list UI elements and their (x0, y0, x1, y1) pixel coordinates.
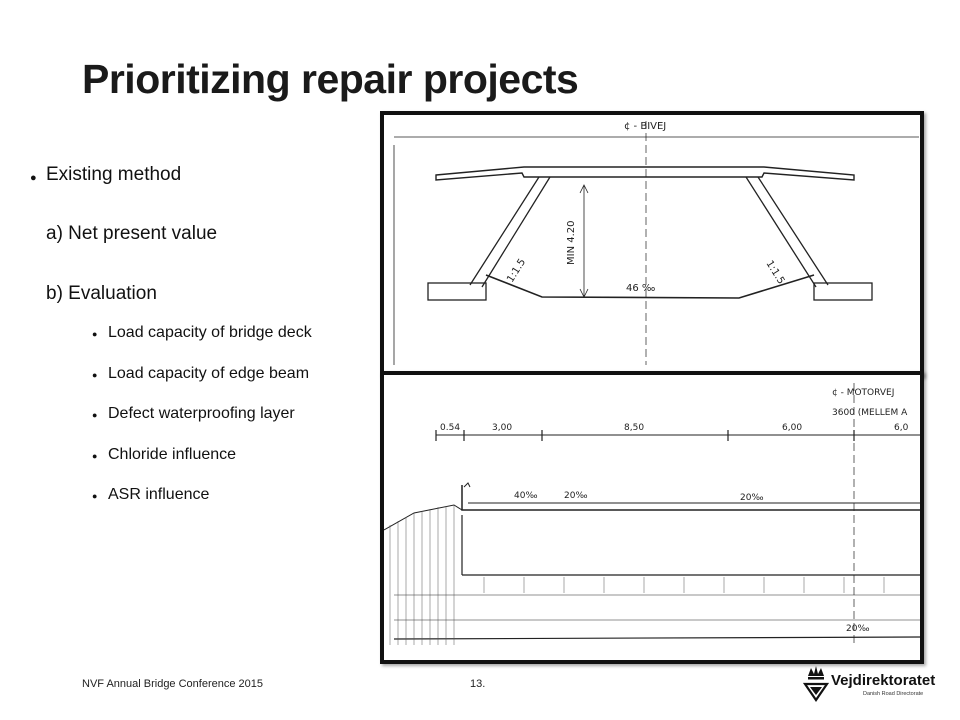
dim-label: 8,50 (624, 423, 645, 433)
eval-item-bridge-deck: Load capacity of bridge deck (108, 324, 312, 341)
bullet-dot: ● (92, 410, 98, 420)
centerline-label: ¢ - MOTORVEJ (832, 388, 895, 398)
grade-label: 20‰ (564, 491, 588, 501)
lane-note: 3600 (MELLEM A (832, 408, 908, 418)
bullet-existing-method: Existing method (46, 164, 182, 185)
slope-right-label: 1:1.5 (763, 258, 787, 287)
bridge-cross-section-drawing (380, 111, 924, 377)
motorway-section-svg (384, 375, 920, 660)
grade-label: 20‰ (740, 493, 764, 503)
footer-conference: NVF Annual Bridge Conference 2015 (82, 678, 264, 690)
eval-item-waterproofing: Defect waterproofing layer (108, 405, 295, 422)
dim-label: 3,00 (492, 423, 513, 433)
grade-label: 46 ‰ (626, 283, 656, 294)
vejdirektoratet-logo (803, 664, 943, 704)
eval-item-chloride: Chloride influence (108, 446, 237, 463)
grade-label: 20‰ (846, 624, 870, 634)
crown-icon (803, 664, 829, 704)
dim-label: 6,0 (894, 423, 909, 433)
logo-wordmark: Vejdirektoratet (831, 672, 936, 689)
centerline-label: ¢ - BIVEJ (624, 121, 667, 132)
sub-item-net-present-value: a) Net present value (46, 223, 218, 244)
motorway-cross-section-drawing (380, 371, 924, 664)
eval-item-asr: ASR influence (108, 486, 210, 503)
slide-title: Prioritizing repair projects (82, 56, 579, 102)
eval-item-edge-beam: Load capacity of edge beam (108, 365, 310, 382)
bullet-dot: ● (92, 370, 98, 380)
bullet-dot: ● (92, 491, 98, 501)
dim-label: 6,00 (782, 423, 803, 433)
slope-left-label: 1:1.5 (505, 257, 529, 285)
footer-page-number: 13. (470, 678, 486, 690)
grade-label: 40‰ (514, 491, 538, 501)
sub-item-evaluation: b) Evaluation (46, 283, 157, 304)
dim-label: 0.54 (440, 423, 461, 433)
bullet-dot: ● (92, 329, 98, 339)
bullet-dot: ● (92, 451, 98, 461)
bridge-section-svg (384, 115, 920, 373)
height-label: MIN 4.20 (566, 220, 577, 265)
bullet-dot: ● (30, 172, 37, 184)
logo-subtitle: Danish Road Directorate (863, 691, 924, 697)
